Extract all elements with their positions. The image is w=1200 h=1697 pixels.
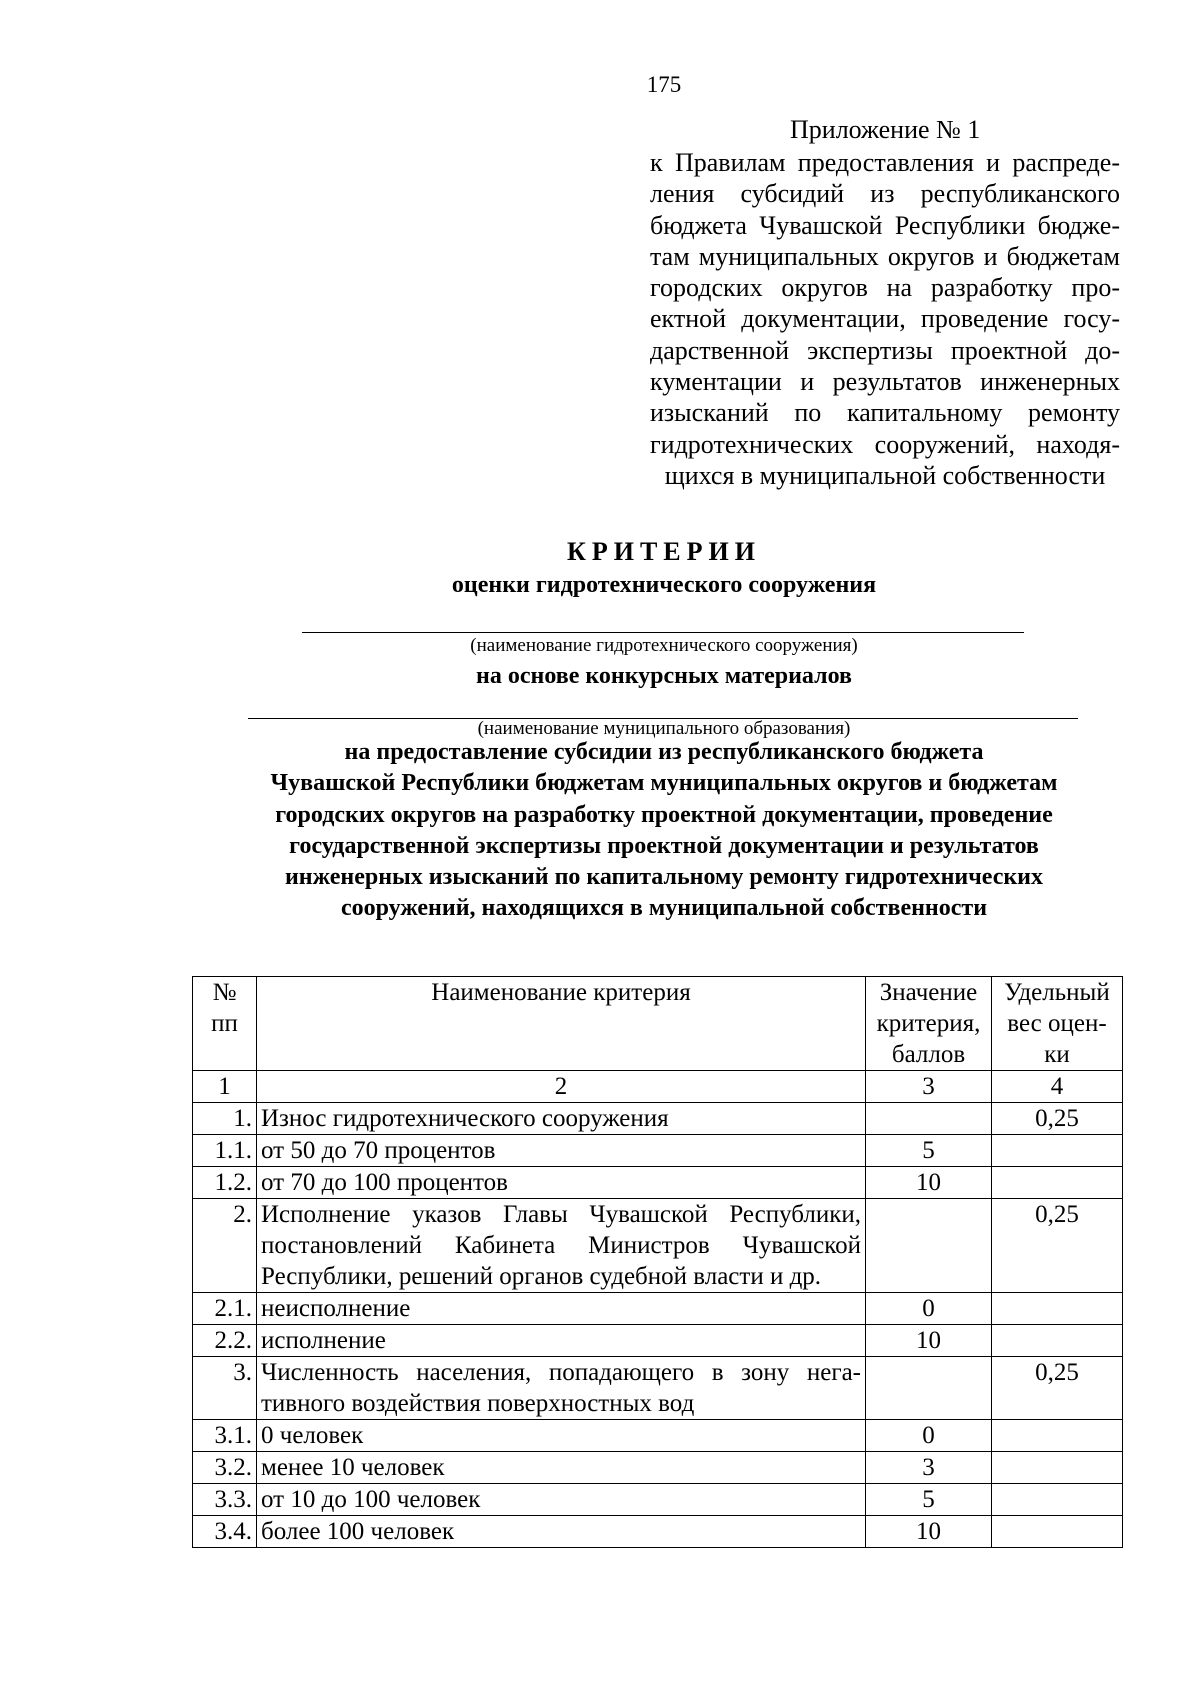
criterion-name-line: неисполнение <box>261 1295 411 1322</box>
criterion-value-cell: 0 <box>866 1420 992 1452</box>
criterion-weight-cell <box>992 1167 1123 1199</box>
purpose-line: Чувашской Республики бюджетам муниципальных округов и бюджетам <box>270 770 1058 797</box>
table-row <box>193 1167 1123 1199</box>
appendix-title: Приложение № 1 <box>790 115 981 144</box>
criterion-weight-cell <box>992 1484 1123 1516</box>
criterion-name-line: Республики, решений органов судебной власти и др. <box>261 1263 822 1290</box>
row-number-cell: 3.2. <box>193 1452 257 1484</box>
criterion-name-cell <box>257 1103 866 1135</box>
structure-name-blank-line <box>302 632 1024 633</box>
table-row <box>193 1103 1123 1135</box>
row-number-cell: 1.1. <box>193 1135 257 1167</box>
criterion-value-cell <box>866 1199 992 1293</box>
appendix-line: городских округов на разработку про- <box>650 273 1120 303</box>
criterion-name-line: от 10 до 100 человек <box>261 1486 481 1513</box>
criterion-name-line: постановлений Кабинета Министров Чувашской <box>261 1232 861 1259</box>
table-row <box>193 1325 1123 1357</box>
header-weight <box>992 977 1123 1071</box>
appendix-line: там муниципальных округов и бюджетам <box>650 241 1120 271</box>
purpose-line: инженерных изысканий по капитальному ремонту гидротехнических <box>284 864 1044 891</box>
criterion-name-cell <box>257 1293 866 1325</box>
criterion-name-cell <box>257 1325 866 1357</box>
appendix-text <box>650 147 1120 491</box>
header-num <box>193 977 257 1071</box>
criterion-weight-cell <box>992 1325 1123 1357</box>
criterion-name-line: от 50 до 70 процентов <box>261 1137 496 1164</box>
criterion-name-cell <box>257 1167 866 1199</box>
header-text: Значение <box>879 979 978 1006</box>
criterion-weight-cell <box>992 1293 1123 1325</box>
row-number-cell: 1.2. <box>193 1167 257 1199</box>
header-text: критерия, <box>876 1010 981 1037</box>
criterion-value-cell: 5 <box>866 1135 992 1167</box>
purpose-line: городских округов на разработку проектной документации, проведение <box>275 801 1053 828</box>
criterion-value-cell: 0 <box>866 1293 992 1325</box>
document-subtitle: оценки гидротехнического сооружения <box>451 572 877 598</box>
column-numbers-row <box>193 1071 1123 1103</box>
criterion-name-line: от 70 до 100 процентов <box>261 1169 508 1196</box>
appendix-line: изысканий по капитальному ремонту <box>650 398 1120 428</box>
column-number-cell: 2 <box>257 1071 866 1103</box>
appendix-line: к Правилам предоставления и распреде- <box>650 148 1120 177</box>
purpose-text <box>0 737 1200 925</box>
criterion-name-cell <box>257 1199 866 1293</box>
header-text: пп <box>211 1010 238 1037</box>
criterion-name-cell <box>257 1484 866 1516</box>
criterion-name-cell <box>257 1452 866 1484</box>
criterion-name-line: Численность населения, попадающего в зону нега- <box>261 1359 861 1386</box>
criterion-name-line: более 100 человек <box>261 1518 455 1545</box>
appendix-line: ектной документации, проведение госу- <box>650 304 1120 334</box>
criterion-name-cell <box>257 1516 866 1548</box>
criterion-weight-cell: 0,25 <box>992 1199 1123 1293</box>
document-title: КРИТЕРИИ <box>567 537 761 566</box>
row-number-cell: 2.1. <box>193 1293 257 1325</box>
appendix-line: бюджета Чувашской Республики бюдже- <box>650 210 1120 240</box>
criterion-value-cell: 10 <box>866 1167 992 1199</box>
header-value <box>866 977 992 1071</box>
page-number: 175 <box>646 72 682 97</box>
criterion-weight-cell <box>992 1135 1123 1167</box>
criterion-name-line: 0 человек <box>261 1422 364 1449</box>
structure-name-caption: (наименование гидротехнического сооружения) <box>470 635 858 656</box>
row-number-cell: 3.3. <box>193 1484 257 1516</box>
criterion-weight-cell <box>992 1420 1123 1452</box>
municipality-caption: (наименование муниципального образования) <box>477 718 851 739</box>
criteria-table <box>192 976 1123 1548</box>
table-header-row <box>193 977 1123 1071</box>
criterion-name-line: менее 10 человек <box>261 1454 445 1481</box>
row-number-cell: 3. <box>193 1357 257 1420</box>
criterion-value-cell <box>866 1103 992 1135</box>
purpose-line: сооружений, находящихся в муниципальной собственности <box>340 895 988 922</box>
header-text: № <box>212 979 237 1006</box>
criterion-weight-cell <box>992 1452 1123 1484</box>
row-number-cell: 3.4. <box>193 1516 257 1548</box>
column-number-cell: 4 <box>992 1071 1123 1103</box>
criterion-weight-cell: 0,25 <box>992 1357 1123 1420</box>
header-text: Удельный <box>1004 979 1110 1006</box>
criterion-name-line: Износ гидротехнического сооружения <box>261 1105 669 1132</box>
table-row <box>193 1484 1123 1516</box>
criterion-value-cell: 5 <box>866 1484 992 1516</box>
table-row <box>193 1135 1123 1167</box>
table-row <box>193 1420 1123 1452</box>
appendix-line: кументации и результатов инженерных <box>650 367 1120 397</box>
appendix-line: ления субсидий из республиканского <box>650 179 1120 209</box>
criterion-value-cell: 10 <box>866 1516 992 1548</box>
purpose-line: на предоставление субсидии из республиканского бюджета <box>344 739 984 765</box>
criterion-name-line: Исполнение указов Главы Чувашской Республики, <box>261 1201 861 1228</box>
row-number-cell: 2.2. <box>193 1325 257 1357</box>
criterion-name-cell <box>257 1420 866 1452</box>
criterion-name-line: исполнение <box>261 1327 386 1354</box>
appendix-line: дарственной экспертизы проектной до- <box>650 335 1120 365</box>
criterion-weight-cell: 0,25 <box>992 1103 1123 1135</box>
table-row <box>193 1452 1123 1484</box>
basis-line: на основе конкурсных материалов <box>476 663 852 689</box>
column-number-cell: 1 <box>193 1071 257 1103</box>
criterion-name-cell <box>257 1135 866 1167</box>
criterion-weight-cell <box>992 1516 1123 1548</box>
table-row <box>193 1516 1123 1548</box>
criterion-value-cell: 10 <box>866 1325 992 1357</box>
header-text: вес оцен- <box>1007 1010 1107 1037</box>
criterion-name-line: тивного воздействия поверхностных вод <box>261 1390 695 1417</box>
table-row <box>193 1199 1123 1293</box>
column-number-cell: 3 <box>866 1071 992 1103</box>
criterion-value-cell <box>866 1357 992 1420</box>
row-number-cell: 1. <box>193 1103 257 1135</box>
row-number-cell: 3.1. <box>193 1420 257 1452</box>
table-row <box>193 1293 1123 1325</box>
criterion-value-cell: 3 <box>866 1452 992 1484</box>
header-text: ки <box>1044 1041 1070 1068</box>
row-number-cell: 2. <box>193 1199 257 1293</box>
appendix-line: гидротехнических сооружений, находя- <box>650 429 1120 459</box>
purpose-line: государственной экспертизы проектной документации и результатов <box>289 832 1039 859</box>
header-text: баллов <box>891 1041 966 1068</box>
table-row <box>193 1357 1123 1420</box>
criterion-name-cell <box>257 1357 866 1420</box>
header-name: Наименование критерия <box>257 977 866 1071</box>
appendix-line: щихся в муниципальной собственности <box>664 460 1106 490</box>
